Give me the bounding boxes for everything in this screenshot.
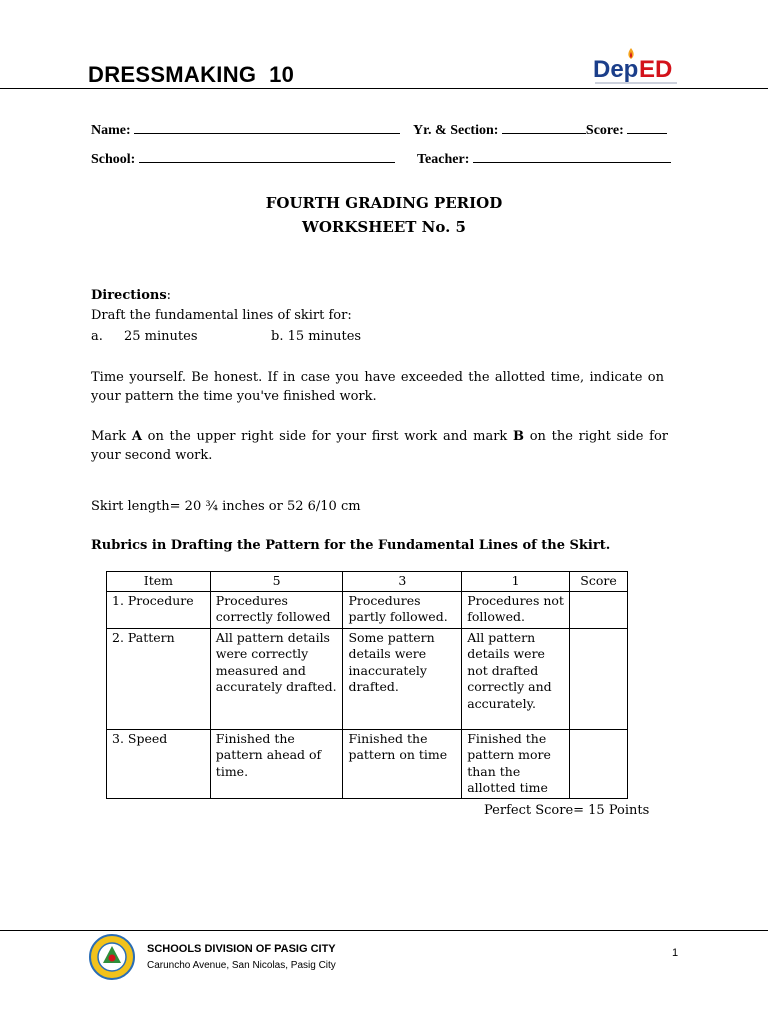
row-criteria-5: Finished the pattern ahead of time. <box>210 729 343 798</box>
rubric-heading: Rubrics in Drafting the Pattern for the Fundamental Lines of the Skirt. <box>91 538 611 553</box>
school-blank[interactable] <box>139 148 395 163</box>
row-score[interactable] <box>570 591 628 628</box>
mark-a: A <box>131 429 142 444</box>
row-criteria-1: All pattern details were not drafted correctly and accurately. <box>462 628 570 729</box>
item-a: 25 minutes <box>124 329 198 344</box>
row-criteria-1: Finished the pattern more than the allotted time <box>462 729 570 798</box>
yr-section-label: Yr. & Section: <box>413 123 499 138</box>
footer-address: Caruncho Avenue, San Nicolas, Pasig City <box>147 960 336 971</box>
col-header-1: 1 <box>462 572 570 592</box>
score-label: Score: <box>585 123 624 138</box>
teacher-label: Teacher: <box>417 152 470 167</box>
teacher-field <box>417 148 671 168</box>
score-blank[interactable] <box>627 119 667 134</box>
name-blank[interactable] <box>134 119 400 134</box>
deped-logo <box>593 42 683 90</box>
division-seal <box>88 933 136 981</box>
name-label: Name: <box>91 123 131 138</box>
row-score[interactable] <box>570 729 628 798</box>
footer-organization: SCHOOLS DIVISION OF PASIG CITY <box>147 943 336 955</box>
school-label: School: <box>91 152 136 167</box>
item-b: b. 15 minutes <box>271 329 362 344</box>
yr-section-field <box>413 119 667 139</box>
col-header-item: Item <box>107 572 211 592</box>
name-field <box>91 119 400 139</box>
directions-intro: Draft the fundamental lines of skirt for: <box>91 308 352 323</box>
row-criteria-3: Some pattern details were inaccurately drafted. <box>343 628 462 729</box>
time-instructions: Time yourself. Be honest. If in case you have exceeded the allotted time, indicate on your pattern the time you've finished work. <box>91 370 664 404</box>
row-criteria-5: Procedures correctly followed <box>210 591 343 628</box>
footer-divider <box>0 930 768 931</box>
item-a-marker: a. <box>91 329 103 344</box>
row-item: 2. Pattern <box>107 628 211 729</box>
skirt-length: Skirt length= 20 ¾ inches or 52 6/10 cm <box>91 499 361 514</box>
table-row <box>107 729 628 798</box>
col-header-3: 3 <box>343 572 462 592</box>
table-row <box>107 591 628 628</box>
row-criteria-3: Procedures partly followed. <box>343 591 462 628</box>
row-criteria-3: Finished the pattern on time <box>343 729 462 798</box>
rubric-header-row <box>107 572 628 592</box>
row-criteria-1: Procedures not followed. <box>462 591 570 628</box>
rubric-table <box>106 571 628 799</box>
directions-label: Directions <box>91 288 167 303</box>
logo-ed-text: ED <box>639 56 673 83</box>
yr-section-blank[interactable] <box>502 119 586 134</box>
row-score[interactable] <box>570 628 628 729</box>
perfect-score: Perfect Score= 15 Points <box>484 803 650 818</box>
col-header-5: 5 <box>210 572 343 592</box>
row-item: 3. Speed <box>107 729 211 798</box>
page-title: DRESSMAKING 10 <box>88 62 295 87</box>
teacher-blank[interactable] <box>473 148 671 163</box>
row-criteria-5: All pattern details were correctly measured and accurately drafted. <box>210 628 343 729</box>
logo-dep-text: Dep <box>593 56 639 83</box>
mark-instructions: Mark A on the upper right side for your first work and mark B on the right side for your second work. <box>91 429 668 463</box>
col-header-score: Score <box>570 572 628 592</box>
grading-period-title: FOURTH GRADING PERIOD <box>265 194 503 212</box>
row-item: 1. Procedure <box>107 591 211 628</box>
school-field <box>91 148 395 168</box>
page-number: 1 <box>672 947 679 959</box>
worksheet-title: WORKSHEET No. 5 <box>301 218 466 236</box>
table-row <box>107 628 628 729</box>
mark-b: B <box>513 429 524 444</box>
directions-heading: Directions: <box>91 288 172 303</box>
